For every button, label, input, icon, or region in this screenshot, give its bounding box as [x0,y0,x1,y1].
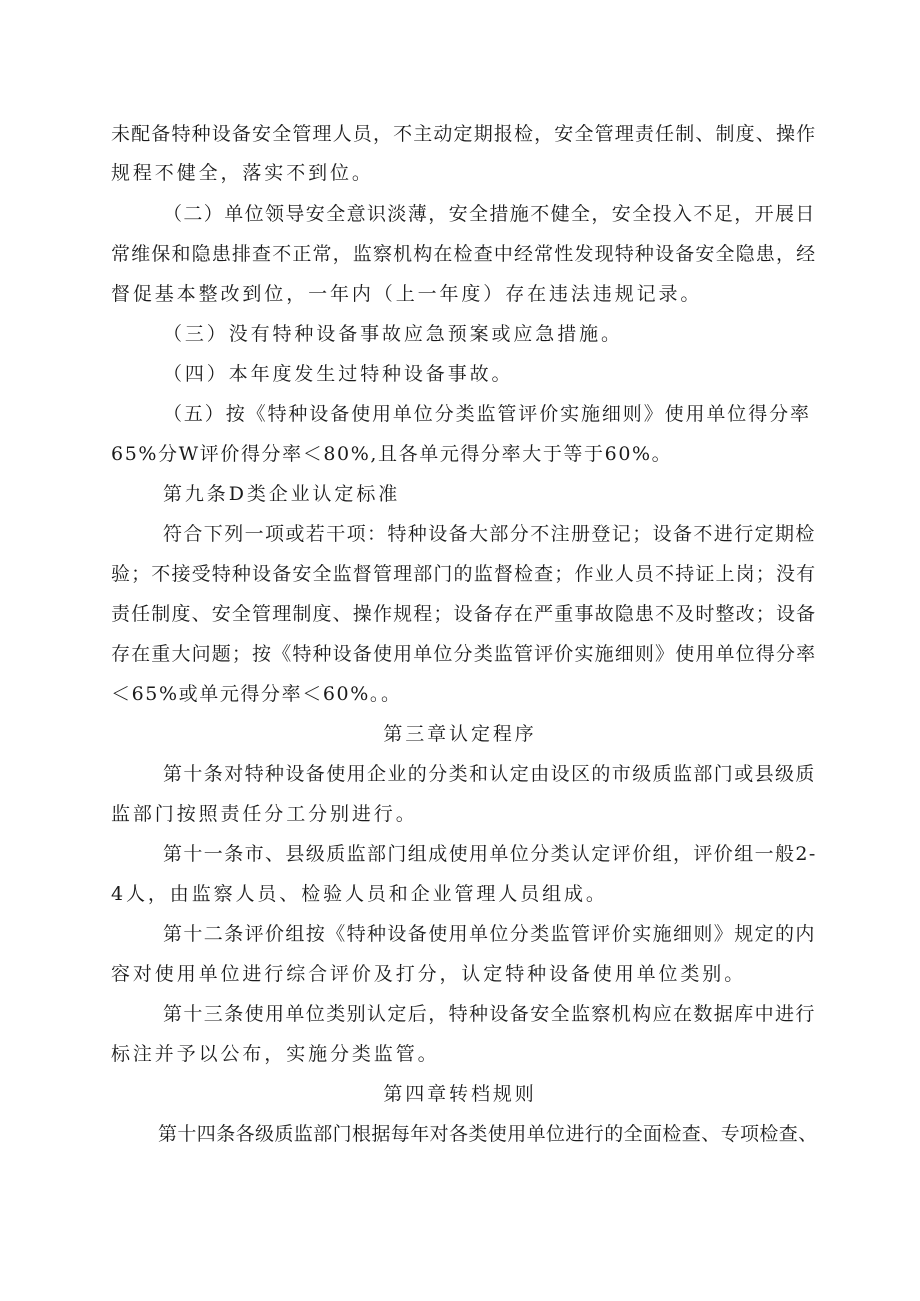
paragraph-line: 容对使用单位进行综合评价及打分，认定特种设备使用单位类别。 [111,963,747,985]
paragraph-line: 标注并予以公布，实施分类监管。 [111,1043,440,1065]
paragraph-line: （五）按《特种设备使用单位分类监管评价实施细则》使用单位得分率 [163,403,811,425]
paragraph-line: 督促基本整改到位，一年内（上一年度）存在违法违规记录。 [111,283,703,305]
paragraph-line: 未配备特种设备安全管理人员，不主动定期报检，安全管理责任制、制度、操作 [111,123,817,145]
paragraph-line: 验；不接受特种设备安全监督管理部门的监督检查；作业人员不持证上岗；没有 [111,563,817,585]
paragraph-line: 第十一条市、县级质监部门组成使用单位分类认定评价组，评价组一般2- [163,843,817,865]
chapter-heading: 第四章转档规则 [383,1083,537,1105]
paragraph-line: 第十二条评价组按《特种设备使用单位分类监管评价实施细则》规定的内 [163,923,816,945]
paragraph-line: （四）本年度发生过特种设备事故。 [163,363,514,385]
paragraph-line: 责任制度、安全管理制度、操作规程；设备存在严重事故隐患不及时整改；设备 [111,603,817,625]
paragraph-line: 4人，由监察人员、检验人员和企业管理人员组成。 [111,883,608,905]
paragraph-line: 65%分W评价得分率＜80%,且各单元得分率大于等于60%。 [111,443,673,465]
paragraph-line: ＜65%或单元得分率＜60%。。 [111,683,402,705]
paragraph-line: 规程不健全，落实不到位。 [111,162,374,184]
paragraph-line: 第十条对特种设备使用企业的分类和认定由设区的市级质监部门或县级质 [163,763,816,785]
paragraph-line: 第十三条使用单位类别认定后，特种设备安全监察机构应在数据库中进行 [163,1003,816,1025]
paragraph-line: 第十四条各级质监部门根据每年对各类使用单位进行的全面检查、专项检查、 [158,1123,818,1145]
paragraph-line: 监部门按照责任分工分别进行。 [111,803,418,825]
article-heading: 第九条D类企业认定标准 [163,483,401,505]
paragraph-line: （三）没有特种设备事故应急预案或应急措施。 [163,323,623,345]
paragraph-line: （二）单位领导安全意识淡薄，安全措施不健全，安全投入不足，开展日 [163,203,816,225]
paragraph-line: 存在重大问题；按《特种设备使用单位分类监管评价实施细则》使用单位得分率 [111,643,817,665]
paragraph-line: 符合下列一项或若干项：特种设备大部分不注册登记；设备不进行定期检 [163,523,816,545]
chapter-heading: 第三章认定程序 [383,723,537,745]
paragraph-line: 常维保和隐患排查不正常，监察机构在检查中经常性发现特种设备安全隐患，经 [111,243,817,265]
